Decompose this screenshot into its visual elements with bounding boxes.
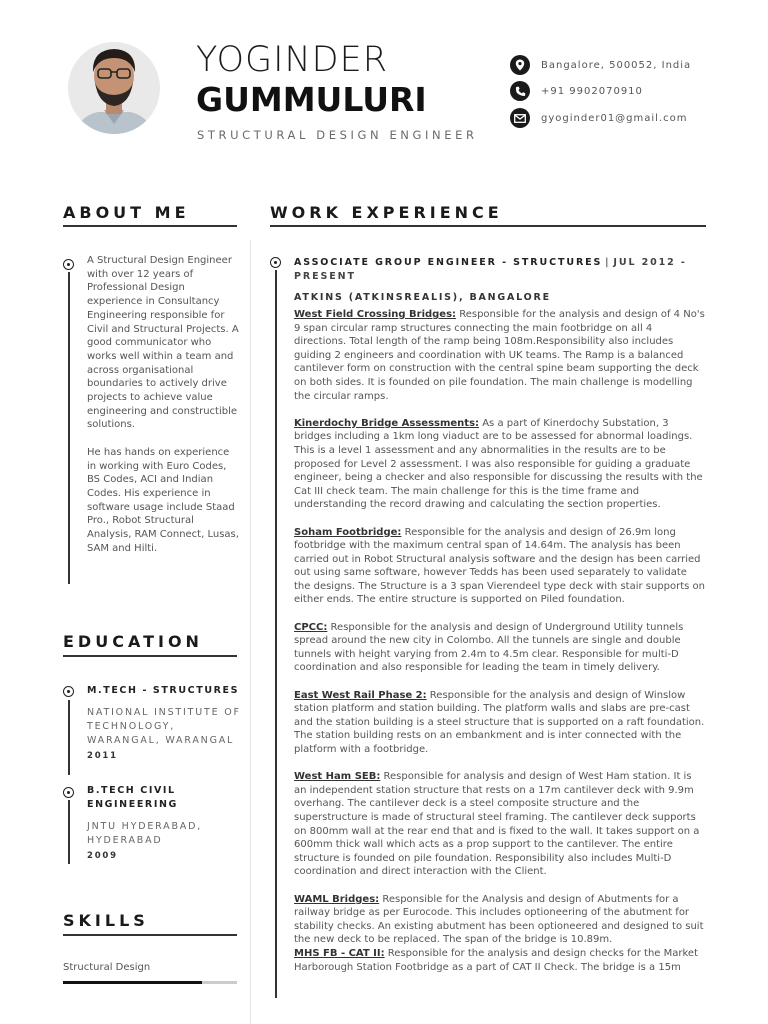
education-year: 2011 [87,751,118,761]
contact-location [510,55,691,75]
project-name: East West Rail Phase 2: [294,689,427,701]
job-position-title: ASSOCIATE GROUP ENGINEER - STRUCTURES [294,257,603,268]
project-name: Kinerdochy Bridge Assessments: [294,417,480,429]
about-bullet-icon [63,259,74,270]
project-description: Responsible for the analysis and design of 26.9m long footbridge with the maximum central span of 14.64m. The analysis has been carried out in Robot Structural analysis software and the design has been carried out using same software, however Tedds has been used separately to validate the designs. The Structure is a 3 span Vierendeel type deck with stair supports on either ends. The entire structure is supported on Piled foundation. [294,526,706,606]
education-timeline-line [68,800,70,864]
education-institution: JNTU HYDERABAD, HYDERABAD [87,821,203,846]
project-description: Responsible for the analysis and design of Winslow station platform and station building. The platform walls and slabs are pre-cast and the station building is a steel structure that is supported on a raft foundation. The station building rests on an embankment and is inter connected with the platform with a footbridge. [294,689,705,755]
education-bullet-icon [63,787,74,798]
project-description: As a part of Kinerdochy Substation, 3 bridges including a 1km long viaduct are to be assessed for abnormal loadings. This is a level 1 assessment and any abnormalities in the results are to be proposed for Level 2 assessment. I was also responsible for guiding a graduate engineer, being a checker and also responsible for discussing the results with the Cat III check team. The main challenge for this is the time frame and understanding the record drawing and calculating the section properties. [294,417,703,511]
column-divider [250,240,251,1024]
email-link[interactable]: gyoginder01@gmail.com [541,112,688,124]
project-description: Responsible for analysis and design of West Ham station. It is an independent station structure that rests on a 17m cantilever deck with 9.9m overhang. The cantilever deck is a steel composite structure and the superstructure is made of structural steel framing. The cantilever deck supports on 800mm wall at the rear end that and is fixed to the wall. It takes support on a 600mm thick wall which acts as a prop support to the cantilever. The entire structure is founded on pile foundation. Responsibility also includes Multi-D coordination and direct interaction with the Client. [294,771,700,878]
work-timeline-line [275,270,277,998]
project-description: Responsible for the analysis and design checks for the Market Harborough Station Footbridge as a part of CAT II Check. The bridge is a 15m [294,947,699,973]
education-degree: B.TECH CIVIL ENGINEERING [87,785,178,810]
project-description: Responsible for the analysis and design of Underground Utility tunnels spread around the new city in Colombo. All the tunnels are single and double tunnels with height varying from 2.4m to 4.5m clear. Responsible for multi-D coordination and also responsible for leading the team in timely delivery. [294,621,684,674]
about-text [87,254,239,569]
project-name: CPCC: [294,621,328,633]
project-item [294,621,706,675]
project-name: West Field Crossing Bridges: [294,309,457,320]
job-separator: | [605,257,611,268]
skills-rule [63,934,237,936]
envelope-icon [510,108,530,128]
project-item [294,308,706,403]
project-name: MHS FB - CAT II: [294,947,385,959]
project-item [294,417,706,512]
project-description: Responsible for the analysis and design of 4 No's 9 span circular ramp structures connecting the main footbridge on all 4 directions. Total length of the ramp being 108m.Responsibility also includes guiding 2 engineers and coordination with UK teams. The Ramp is a balanced cantilever form on construction with the central spine beam supporting the deck on both sides. It is founded on pile foundation. The main challenge is modelling the circular ramps. [294,309,705,402]
skill-name: Structural Design [63,962,151,973]
job-dates: JUL 2012 - PRESENT [294,257,687,282]
skill-level-bar [63,981,237,984]
project-item [294,947,706,974]
location-pin-icon [510,55,530,75]
project-name: WAML Bridges: [294,893,380,905]
project-item [294,770,706,879]
job-position [294,256,694,283]
company-name: ATKINS (ATKINSREALIS), BANGALORE [294,292,551,303]
project-description: Responsible for the Analysis and design of Abutments for a railway bridge as per Eurocode. This includes optioneering of the abutment for stability checks. An existing abutment has been optioneered and designed to suit the new deck to be replaced. The span of the bridge is 10.89m. [294,893,704,946]
skills-heading: SKILLS [63,911,149,930]
job-title: STRUCTURAL DESIGN ENGINEER [197,128,478,142]
project-name: Soham Footbridge: [294,526,402,538]
work-bullet-icon [270,257,281,268]
about-paragraph: He has hands on experience in working with Euro Codes, BS Codes, ACI and Indian Codes. His experience in software usage include Staad Pro., Robot Structural Analysis, RAM Connect, Lusas, SAM and Hilti. [87,446,239,554]
project-item [294,689,706,757]
first-name: YOGINDER [196,40,389,80]
profile-photo [68,38,160,138]
phone-link[interactable]: +91 9902070910 [541,85,643,97]
last-name: GUMMULURI [196,80,427,119]
about-heading: ABOUT ME [63,203,190,222]
project-item [294,526,706,608]
education-bullet-icon [63,686,74,697]
contact-email [510,108,688,128]
project-list [294,308,706,974]
location-text: Bangalore, 500052, India [541,59,692,71]
education-timeline-line [68,700,70,775]
education-institution: NATIONAL INSTITUTE OF TECHNOLOGY, WARANGAL, WARANGAL [87,707,241,746]
skill-level-fill [63,981,202,984]
education-heading: EDUCATION [63,632,203,651]
about-rule [63,225,237,227]
education-degree: M.TECH - STRUCTURES [87,685,240,696]
about-paragraph: A Structural Design Engineer with over 12 years of Professional Design experience in Consultancy Engineering responsible for Civil and Structural Projects. A good communicator who works well within a team and across organisational boundaries to actively drive projects to achieve value engineering and constructible solutions. [87,255,239,431]
education-year: 2009 [87,851,118,861]
work-rule [270,225,706,227]
phone-icon [510,81,530,101]
project-item [294,893,706,947]
contact-phone [510,81,643,101]
about-timeline-line [68,272,70,584]
education-rule [63,655,237,657]
work-heading: WORK EXPERIENCE [270,203,503,222]
project-name: West Ham SEB: [294,771,381,783]
